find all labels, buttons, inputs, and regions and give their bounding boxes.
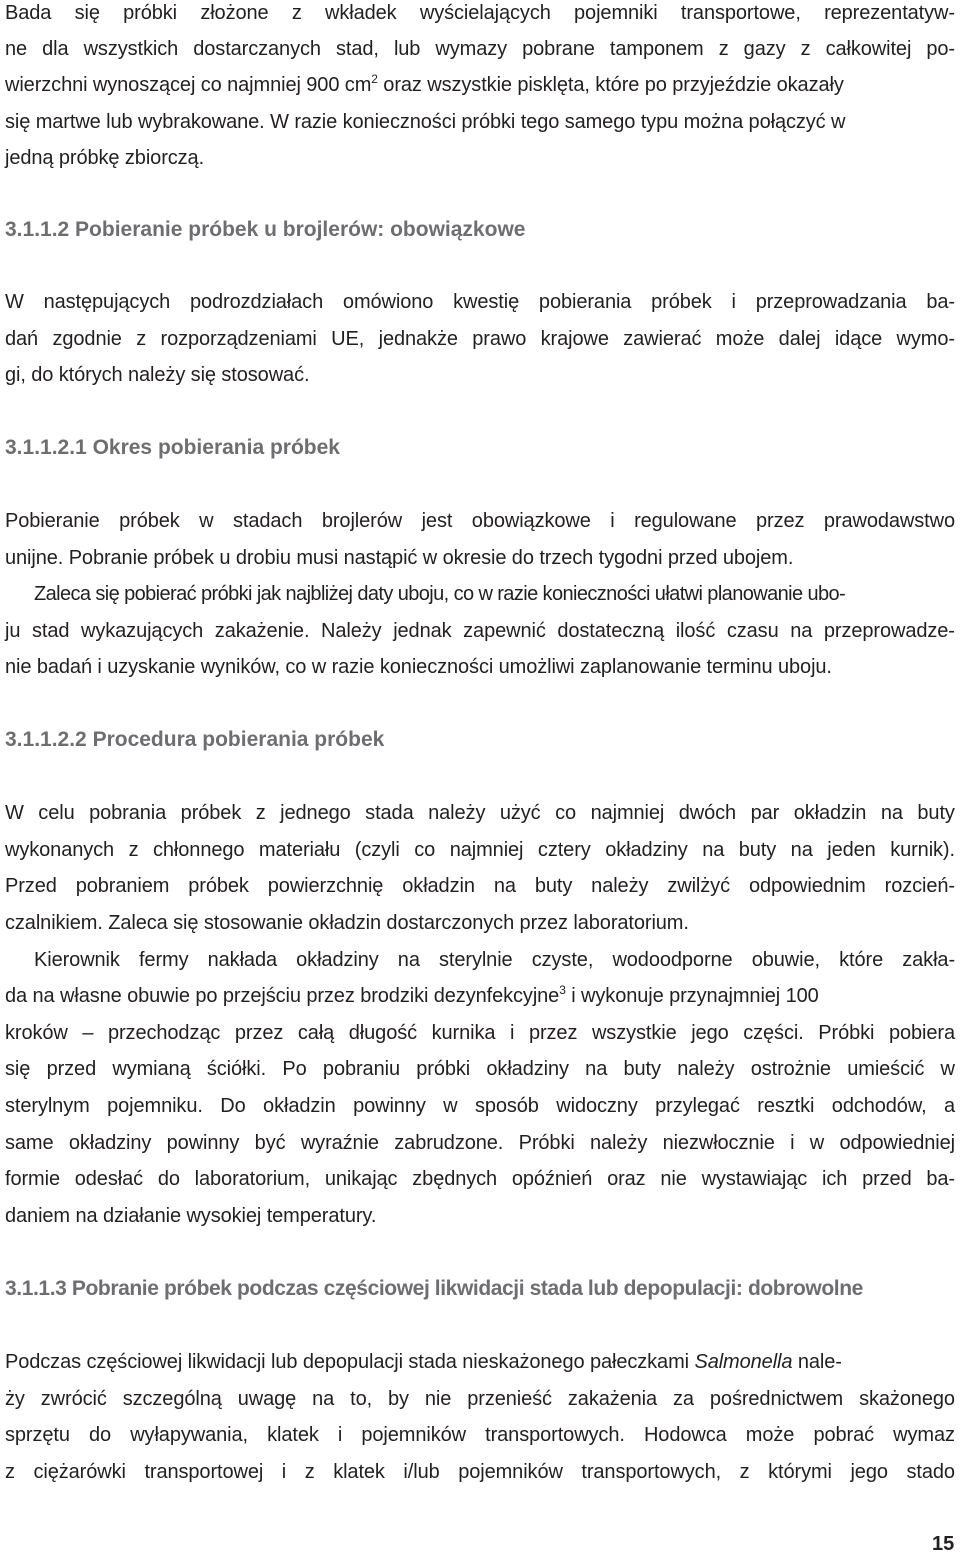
word: Kierownik <box>34 949 120 971</box>
word: z <box>5 1461 15 1483</box>
word: z <box>291 2 302 24</box>
word: na <box>790 839 813 861</box>
body-line <box>34 948 955 972</box>
word: z <box>718 38 729 60</box>
body-line <box>5 1350 842 1374</box>
word: stada <box>365 802 414 824</box>
section-heading: 3.1.1.2.1 Okres pobierania próbek <box>5 436 340 459</box>
word: idące <box>834 328 883 350</box>
word: powinny <box>353 1095 426 1117</box>
word: odpowiedniej <box>839 1132 955 1154</box>
word: na <box>397 949 420 971</box>
word: zakażenia <box>567 1388 658 1410</box>
word: wymo- <box>896 328 955 350</box>
word: dwóch <box>678 802 737 824</box>
word: przeprowadzania <box>755 291 907 313</box>
body-line <box>5 1131 955 1155</box>
word: okładzin <box>263 1095 336 1117</box>
body-line: unijne. Pobranie próbek u drobiu musi nastąpić w okresie do trzech tygodni przed ubojem. <box>5 547 794 569</box>
word: UE, <box>331 328 365 350</box>
word: Po <box>282 1058 307 1080</box>
word: wyścielających <box>419 2 551 24</box>
word: przeprowadze- <box>823 620 955 642</box>
word: nie <box>424 1388 452 1410</box>
word: formie <box>5 1168 60 1190</box>
word: ba- <box>926 291 955 313</box>
word: uwagę <box>237 1388 297 1410</box>
word: dań <box>5 328 39 350</box>
word: skażonego <box>859 1388 955 1410</box>
word: do <box>89 1424 112 1446</box>
footnote-ref: 3 <box>559 983 566 997</box>
word: wodoodporne <box>612 949 733 971</box>
word: jednego <box>280 802 351 824</box>
word: próbki <box>416 1058 471 1080</box>
word: części. <box>743 1022 804 1044</box>
word: pobiera <box>888 1022 955 1044</box>
word: okładziny <box>486 1058 569 1080</box>
word: Bada <box>5 2 52 24</box>
word: opóźnień <box>511 1168 593 1190</box>
word: par <box>750 802 780 824</box>
word: same <box>5 1132 54 1154</box>
word: okładziny <box>296 949 379 971</box>
word: oraz <box>607 1168 646 1190</box>
word: próbek <box>188 875 249 897</box>
word: na <box>790 620 813 642</box>
word: sterylnym <box>5 1095 90 1117</box>
body-line: się martwe lub wybrakowane. W razie konieczności próbki tego samego typu można połączyć w <box>5 111 846 133</box>
body-text: nale- <box>792 1351 842 1373</box>
body-line: nie badań i uzyskanie wyników, co w razie konieczności umożliwi zaplanowanie terminu uboju. <box>5 656 832 678</box>
word: i <box>510 1022 515 1044</box>
word: wymazy <box>435 38 508 60</box>
word: ju <box>5 620 21 642</box>
word: Próbki <box>818 1022 875 1044</box>
body-text: wierzchni wynoszącej co najmniej 900 cm <box>5 74 372 96</box>
word: klatek <box>267 1424 319 1446</box>
body-line <box>5 73 844 97</box>
word: niezwłocznie <box>662 1132 775 1154</box>
word: okładzin <box>402 875 475 897</box>
word: na <box>880 802 903 824</box>
word: buty <box>623 1058 661 1080</box>
word: transportowej <box>144 1461 264 1483</box>
word: kwestię <box>453 291 520 313</box>
word: materiału <box>258 839 341 861</box>
word: obowiązkowe <box>471 510 591 532</box>
word: buty <box>917 802 955 824</box>
word: zbędnych <box>412 1168 498 1190</box>
word: całą <box>297 1022 335 1044</box>
word: jest <box>421 510 453 532</box>
section-heading: 3.1.1.2 Pobieranie próbek u brojlerów: obowiązkowe <box>5 218 526 241</box>
word: powinny <box>166 1132 240 1154</box>
word: z <box>739 1461 750 1483</box>
word: okładzin <box>793 802 867 824</box>
body-line <box>5 984 819 1008</box>
word: czasu <box>726 620 779 642</box>
word: pobraniem <box>75 875 170 897</box>
word: po- <box>926 38 955 60</box>
word: może <box>715 328 765 350</box>
word: sposób <box>474 1095 539 1117</box>
word: z <box>136 328 147 350</box>
word: odchodów, <box>831 1095 927 1117</box>
body-line <box>5 37 955 61</box>
word: dla <box>42 38 69 60</box>
body-line: gi, do których należy się stosować. <box>5 364 310 386</box>
word: przenieść <box>467 1388 552 1410</box>
word: pojemników <box>458 1461 563 1483</box>
word: lub <box>393 38 421 60</box>
body-line: Zaleca się pobierać próbki jak najbliżej daty uboju, co w razie konieczności ułatwi planowanie ubo- <box>34 583 846 605</box>
word: próbki <box>123 2 178 24</box>
word: jeden <box>827 839 876 861</box>
word: tamponem <box>609 38 704 60</box>
word: prawodawstwo <box>823 510 955 532</box>
word: Próbki <box>518 1132 575 1154</box>
word: stadach <box>233 510 303 532</box>
word: okładziny <box>605 839 688 861</box>
word: zakażenie. <box>214 620 310 642</box>
word: pojemników <box>361 1424 466 1446</box>
word: okładziny <box>68 1132 152 1154</box>
word: ne <box>5 38 28 60</box>
word: pobierania <box>538 291 632 313</box>
word: za <box>673 1388 694 1410</box>
word: wystawiając <box>701 1168 808 1190</box>
word: wymianą <box>112 1058 191 1080</box>
word: wykonanych <box>5 839 115 861</box>
word: zawierać <box>623 328 702 350</box>
word: wyłapywania, <box>130 1424 248 1446</box>
word: pojemniki <box>574 2 658 24</box>
word: z <box>128 839 139 861</box>
word: podrozdziałach <box>189 291 324 313</box>
word: pobraniu <box>322 1058 400 1080</box>
word: pojemniku. <box>107 1095 203 1117</box>
word: najmniej <box>590 802 665 824</box>
body-line <box>5 1167 955 1191</box>
word: należy <box>591 875 649 897</box>
word: laboratorium, <box>194 1168 311 1190</box>
word: klatek <box>333 1461 385 1483</box>
body-line <box>5 509 955 533</box>
word: ściółki. <box>206 1058 267 1080</box>
word: pobrania <box>89 802 167 824</box>
body-line <box>5 290 955 314</box>
word: odesłać <box>74 1168 144 1190</box>
word: przed <box>46 1058 97 1080</box>
word: z <box>255 802 266 824</box>
word: chłonnego <box>153 839 245 861</box>
word: zwrócić <box>40 1388 107 1410</box>
body-line: czalnikiem. Zaleca się stosowanie okładzin dostarczonych przez laboratorium. <box>5 912 689 934</box>
word: w <box>199 510 214 532</box>
word: jego <box>850 1461 888 1483</box>
body-line: daniem na działanie wysokiej temperatury. <box>5 1205 377 1227</box>
word: wszystkie <box>591 1022 677 1044</box>
word: nie <box>660 1168 687 1190</box>
body-line <box>5 838 955 862</box>
body-line <box>5 1460 955 1484</box>
word: Pobieranie <box>5 510 100 532</box>
word: umieścić <box>847 1058 925 1080</box>
word: celu <box>38 802 75 824</box>
section-heading: 3.1.1.2.2 Procedura pobierania próbek <box>5 728 385 751</box>
body-line <box>5 1387 955 1411</box>
word: następujących <box>43 291 171 313</box>
word: dostarczanych <box>193 38 321 60</box>
word: się <box>74 2 100 24</box>
word: resztki <box>757 1095 815 1117</box>
word: regulowane <box>634 510 737 532</box>
word: i <box>337 1424 343 1446</box>
word: dalej <box>778 328 821 350</box>
word: próbek <box>119 510 180 532</box>
word: pośrednictwem <box>709 1388 844 1410</box>
body-line <box>5 1021 955 1045</box>
word: ich <box>821 1168 848 1190</box>
word: gazy <box>743 38 786 60</box>
page-number: 15 <box>932 1533 955 1555</box>
word: próbek <box>651 291 712 313</box>
word: należy <box>590 1132 648 1154</box>
word: rozporządzeniami <box>160 328 317 350</box>
section-heading: 3.1.1.3 Pobranie próbek podczas częściowej likwidacji stada lub depopulacji: dobrowolne <box>5 1277 863 1300</box>
word: w <box>443 1095 458 1117</box>
word: dostateczną <box>557 620 665 642</box>
word: na <box>493 875 516 897</box>
word: którymi <box>768 1461 832 1483</box>
word: Hodowca <box>643 1424 727 1446</box>
body-text: da na własne obuwie po przejściu przez brodziki dezynfekcyjne <box>5 985 560 1007</box>
word: się <box>5 1058 31 1080</box>
word: z <box>304 1461 315 1483</box>
word: brojlerów <box>321 510 403 532</box>
word: kurnika <box>431 1022 496 1044</box>
body-text: oraz wszystkie pisklęta, które po przyjeździe okazały <box>377 74 844 96</box>
word: pobrać <box>813 1424 875 1446</box>
word: złożone <box>200 2 269 24</box>
word: omówiono <box>342 291 434 313</box>
word: transportowe, <box>680 2 801 24</box>
word: przylegać <box>655 1095 740 1117</box>
word: nakłada <box>207 949 277 971</box>
word: przez <box>528 1022 578 1044</box>
word: przez <box>234 1022 284 1044</box>
word: jego <box>691 1022 729 1044</box>
word: widoczny <box>556 1095 638 1117</box>
word: przechodząc <box>107 1022 221 1044</box>
word: Przed <box>5 875 57 897</box>
word: wykazujących <box>81 620 204 642</box>
word: najmniej <box>449 839 524 861</box>
word: co <box>414 839 436 861</box>
word: w <box>940 1058 955 1080</box>
word: kurnik). <box>890 839 955 861</box>
word: wszystkich <box>83 38 179 60</box>
body-text: i wykonuje przynajmniej 100 <box>565 985 819 1007</box>
word: fermy <box>138 949 189 971</box>
word: ilość <box>675 620 716 642</box>
word: a <box>943 1095 955 1117</box>
word: pobrane <box>522 38 595 60</box>
word: należy <box>428 802 486 824</box>
word: ba- <box>926 1168 955 1190</box>
body-line <box>5 619 955 643</box>
word: stad <box>31 620 70 642</box>
word: buty <box>738 839 777 861</box>
italic-term: Salmonella <box>694 1351 793 1373</box>
word: do <box>157 1168 180 1190</box>
word: na <box>702 839 725 861</box>
word: przez <box>755 510 805 532</box>
word: zakła- <box>902 949 955 971</box>
word: obuwie, <box>751 949 820 971</box>
superscript: 2 <box>371 72 378 86</box>
word: kroków <box>5 1022 68 1044</box>
word: W <box>5 291 24 313</box>
word: szczególną <box>122 1388 222 1410</box>
body-line <box>5 1057 955 1081</box>
word: stado <box>906 1461 955 1483</box>
word: próbek <box>180 802 242 824</box>
word: i <box>790 1132 795 1154</box>
word: całkowitej <box>825 38 912 60</box>
word: unikając <box>324 1168 398 1190</box>
word: przed <box>862 1168 912 1190</box>
word: sterylnie <box>439 949 513 971</box>
word: Do <box>220 1095 246 1117</box>
word: użyć <box>499 802 541 824</box>
word: ostrożnie <box>750 1058 831 1080</box>
word: zgodnie <box>52 328 122 350</box>
word: reprezentatyw- <box>824 2 955 24</box>
word: rozcień- <box>884 875 955 897</box>
word: zabrudzone. <box>394 1132 504 1154</box>
word: wkładek <box>325 2 397 24</box>
word: sprzętu <box>5 1424 70 1446</box>
word: – <box>82 1022 94 1044</box>
word: i/lub <box>403 1461 440 1483</box>
word: (czyli <box>354 839 400 861</box>
word: być <box>254 1132 286 1154</box>
word: i <box>281 1461 287 1483</box>
word: z <box>800 38 811 60</box>
word: buty <box>534 875 573 897</box>
word: w <box>809 1132 825 1154</box>
word: ży <box>5 1388 25 1410</box>
word: jednak <box>393 620 452 642</box>
word: może <box>745 1424 795 1446</box>
body-line <box>5 1094 955 1118</box>
word: czyste, <box>531 949 594 971</box>
word: jednakże <box>378 328 458 350</box>
body-line: jedną próbkę zbiorczą. <box>5 147 205 169</box>
word: odpowiednim <box>748 875 866 897</box>
word: zwilżyć <box>667 875 730 897</box>
word: Należy <box>321 620 382 642</box>
body-text: Podczas częściowej likwidacji lub depopulacji stada nieskażonego pałeczkami <box>5 1351 695 1373</box>
word: wymaz <box>893 1424 955 1446</box>
word: i <box>610 510 615 532</box>
word: by <box>388 1388 409 1410</box>
word: należy <box>677 1058 735 1080</box>
word: W <box>5 802 24 824</box>
word: powierzchnię <box>267 875 384 897</box>
word: to, <box>350 1388 373 1410</box>
word: i <box>731 291 736 313</box>
word: ciężarówki <box>33 1461 126 1483</box>
body-line <box>5 1 955 25</box>
word: które <box>839 949 884 971</box>
word: długość <box>348 1022 418 1044</box>
word: wyraźnie <box>300 1132 379 1154</box>
body-line <box>5 874 955 898</box>
word: krajowe <box>540 328 609 350</box>
word: transportowych, <box>581 1461 722 1483</box>
body-line <box>5 327 955 351</box>
word: transportowych. <box>485 1424 625 1446</box>
word: stad, <box>335 38 379 60</box>
word: na <box>585 1058 608 1080</box>
word: zapewnić <box>463 620 546 642</box>
word: co <box>555 802 577 824</box>
body-line <box>5 1423 955 1447</box>
word: cztery <box>537 839 591 861</box>
word: na <box>312 1388 335 1410</box>
body-line <box>5 801 955 825</box>
word: prawo <box>472 328 527 350</box>
